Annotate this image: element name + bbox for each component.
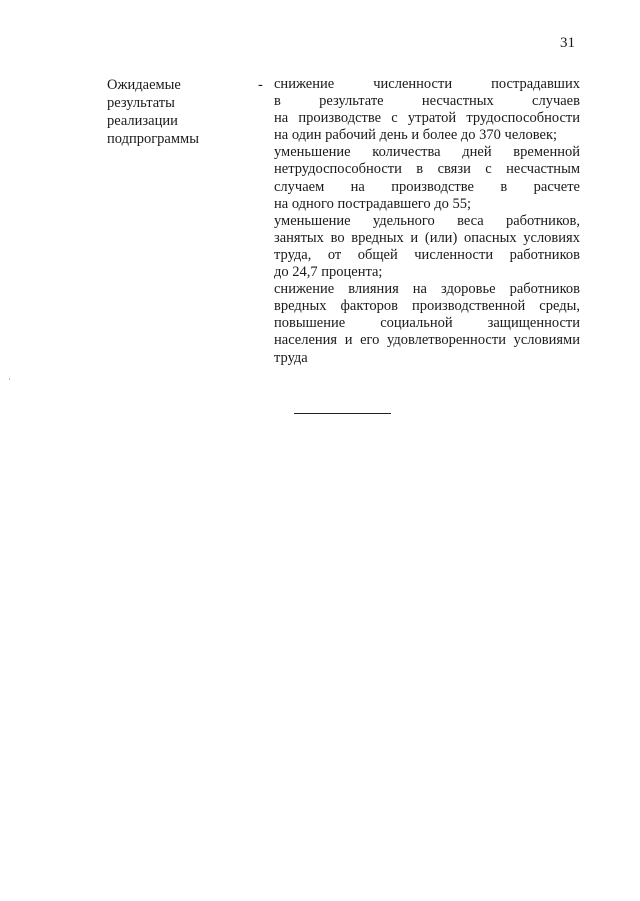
result-word: (или) <box>424 229 458 246</box>
result-item <box>274 76 580 144</box>
result-word: несчастным <box>506 161 580 178</box>
result-line <box>274 110 580 127</box>
section-label-line: подпрограммы <box>107 131 199 147</box>
results-list <box>274 76 580 367</box>
result-line <box>274 161 580 178</box>
result-word: труда <box>274 349 308 366</box>
result-word: до 24,7 процента; <box>274 264 383 281</box>
result-word: в <box>500 178 508 195</box>
result-line <box>274 281 580 298</box>
result-line <box>274 247 580 264</box>
result-line <box>274 93 580 110</box>
result-line <box>274 350 580 367</box>
result-line <box>274 315 580 332</box>
result-word: уменьшение <box>274 144 351 161</box>
result-item <box>274 213 580 281</box>
result-word: вредных <box>274 298 327 315</box>
result-word: с <box>391 110 398 127</box>
result-word: расчете <box>533 178 580 195</box>
result-word: производстве <box>298 110 382 127</box>
end-rule <box>294 413 391 414</box>
result-word: численности <box>373 76 453 92</box>
result-word: удовлетворенности <box>386 332 506 349</box>
result-word: снижение <box>274 76 335 92</box>
result-word: связи <box>437 161 471 178</box>
result-line <box>274 127 580 144</box>
result-word: численности <box>414 246 494 263</box>
result-word: условиями <box>513 332 580 349</box>
result-word: в <box>274 93 281 110</box>
section-label-line: результаты <box>107 95 175 111</box>
result-word: случаев <box>532 93 580 110</box>
result-word: повышение <box>274 315 346 332</box>
result-line <box>274 298 580 315</box>
result-word: пострадавших <box>491 76 580 92</box>
result-word: работников <box>509 281 580 298</box>
result-word: на <box>274 110 289 127</box>
result-item <box>274 144 580 212</box>
result-word: уменьшение <box>274 212 351 229</box>
scan-artifact <box>9 378 10 380</box>
result-word: производстве <box>391 178 474 195</box>
result-word: защищенности <box>487 315 580 332</box>
result-word: работников, <box>505 212 580 229</box>
result-word: условиях <box>523 229 580 246</box>
result-word: от <box>327 246 342 263</box>
result-word: вредных <box>351 229 404 246</box>
result-word: его <box>360 332 380 349</box>
result-word: опасных <box>463 229 517 246</box>
result-word: на <box>350 178 365 195</box>
result-line <box>274 179 580 196</box>
result-word: занятых <box>274 229 324 246</box>
result-word: и <box>410 229 419 246</box>
section-label-line: Ожидаемые <box>107 77 181 93</box>
result-word: веса <box>457 212 484 229</box>
result-word: во <box>330 229 345 246</box>
result-line <box>274 332 580 349</box>
result-word: населения <box>274 332 338 349</box>
result-word: факторов <box>340 298 398 315</box>
result-word: на <box>412 281 427 298</box>
result-line <box>274 144 580 161</box>
result-word: трудоспособности <box>466 110 580 127</box>
result-word: общей <box>357 246 398 263</box>
result-word: количества <box>372 144 441 161</box>
dash-separator: - <box>258 77 263 93</box>
result-word: влияния <box>348 281 399 298</box>
result-word: с <box>485 161 492 178</box>
result-word: временной <box>513 144 580 161</box>
result-word: дней <box>462 144 492 161</box>
result-word: производственной <box>412 298 526 315</box>
result-item <box>274 281 580 366</box>
result-word: утратой <box>407 110 457 127</box>
result-word: и <box>344 332 353 349</box>
result-line <box>274 196 580 213</box>
result-line <box>274 264 580 281</box>
section-label <box>107 76 247 148</box>
result-word: удельного <box>372 212 435 229</box>
result-word: на один рабочий день и более до 370 человек; <box>274 127 558 144</box>
result-word: среды, <box>539 298 580 315</box>
result-line <box>274 213 580 230</box>
result-line <box>274 230 580 247</box>
page-number: 31 <box>560 35 575 51</box>
result-word: труда, <box>274 246 312 263</box>
result-word: в <box>416 161 424 178</box>
section-label-line: реализации <box>107 113 178 129</box>
result-word: случаем <box>274 178 325 195</box>
result-word: результате <box>319 93 384 110</box>
result-word: нетрудоспособности <box>274 161 402 178</box>
result-word: социальной <box>380 315 453 332</box>
result-word: снижение <box>274 281 335 298</box>
result-word: на одного пострадавшего до 55; <box>274 195 472 212</box>
result-word: несчастных <box>421 93 494 110</box>
result-word: здоровье <box>441 281 496 298</box>
result-line <box>274 76 580 93</box>
result-word: работников <box>509 246 580 263</box>
